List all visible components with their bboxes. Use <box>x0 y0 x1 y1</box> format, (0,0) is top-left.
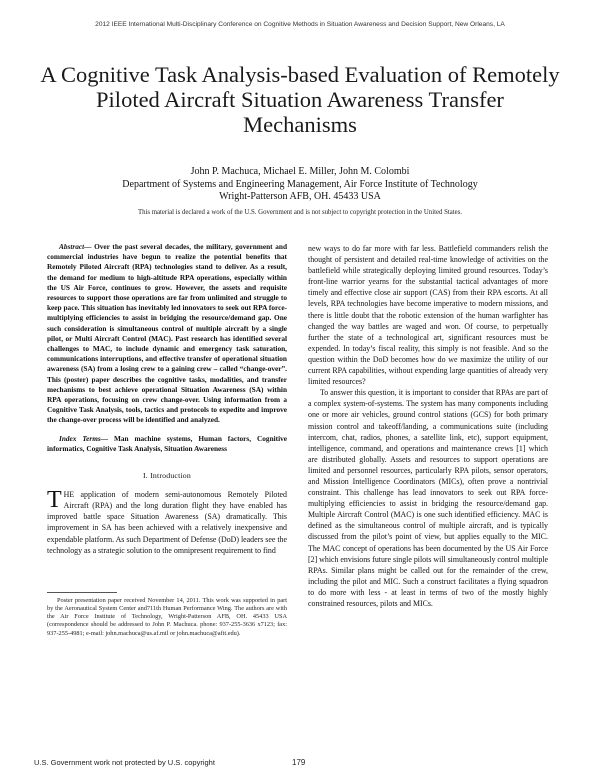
drop-cap: T <box>47 487 62 514</box>
body-paragraph-2: To answer this question, it is important to consider that RPAs are part of a complex system-of-systems. The system has many components including one or more air vehicles, ground control stations (GCS) for both primary mission control and takeoff/landing, a communications suite (including intercom, chat, radios, phones, a satellite link, etc), support equipment, intelligence, command, and operations and maintenance crews [1] which are distributed globally. Assets and resources to support operations are limited and personnel resources, particularly RPA pilots, sensor operators, and Mission Intelligence Coordinators (MICs), often prove a nontrivial constraint. This challenge has lead innovators to seek out RPA force-multiplying efficiencies to assist in bridging the resource/demand gap. Multiple Aircraft Control (MAC) is one such identified efficiency. MAC is defined as the simultaneous control of multiple aircraft, and is typically discussed from the pilot’s point of view, but applies equally to the MIC. The MAC concept of operations has been documented by the US Air Force [2] which envisions future single pilots will simultaneously control multiple RPAs. Similar plans might be called out for the remainder of the crew, including the pilot and MIC. Such a construct facilitates a flying squadron to do more with less - at least in terms of two of the mostly highly constrained resources, pilots and MICs. <box>308 388 548 608</box>
left-column <box>47 242 287 638</box>
abstract-text: — Over the past several decades, the military, government and commercial industries have begun to realize the potential benefits that Remotely Piloted Aircraft (RPA) technologies stand to deliver. As a result, the demand for medium to high-altitude RPA operations, especially within the US Air Force, continues to grow. However, the assets and requisite resources to support those operations are far from unlimited and struggle to keep pace. This situation has inevitably led innovators to seek out RPA force-multiplying efficiencies to assist in bridging the resource/demand gap. One such consideration is simultaneous control of multiple aircraft by a single pilot, or Multi Aircraft Control (MAC). Past research has identified several challenges to MAC, to include dynamic and emergency task saturation, communications interruptions, and effective transfer of operational situation awareness (SA) from a losing crew to a gaining crew – called “change-over”. This (poster) paper describes the cognitive tasks, modalities, and transfer mechanisms to best achieve operational Situation Awareness (SA) within RPA operations, focusing on crew change-over. Using information from a Cognitive Task Analysis, tools, tactics and protocols to expedite and improve the change-over process will be identified and analyzed. <box>47 242 287 425</box>
right-column <box>308 243 548 609</box>
body-paragraph-1: new ways to do far more with far less. Battlefield commanders relish the thought of persistent and detailed real-time knowledge of activities on the battlefield while strategically deploying limited ground resources. Today’s front-line warrior yearns for the substantial tactical advantages of more timely and effective close air support (CAS) from their RPA escorts. At all levels, RPA technologies have become imperative to modern missions, and there is little doubt that the robotic extension of the human warfighter has changed the way battles are waged and won. Of course, to perpetually further the state of a technological art, significant resources must be expended. In today’s fiscal reality, this simply is not feasible. And so the question within the DoD becomes how do we maximize the utility of our current RPA capabilities, without expending large quantities of already very limited resources? <box>308 244 548 387</box>
author-address: Wright-Patterson AFB, OH. 45433 USA <box>219 191 381 202</box>
author-block <box>0 166 600 204</box>
author-names: John P. Machuca, Michael E. Miller, John M. Colombi <box>190 166 410 177</box>
section-heading-introduction: I. Introduction <box>142 471 192 481</box>
intro-paragraph <box>47 489 287 556</box>
abstract <box>47 242 287 426</box>
page-number: 179 <box>292 758 306 767</box>
copyright-footer: U.S. Government work not protected by U.S. copyright <box>34 758 215 767</box>
index-terms-text: — Man machine systems, Human factors, Cognitive informatics, Cognitive Task Analysis, Situation Awareness <box>47 433 287 453</box>
footnote-divider <box>47 592 117 593</box>
conference-header: 2012 IEEE International Multi-Disciplinary Conference on Cognitive Methods in Situation Awareness and Decision Support, New Orleans, LA <box>95 21 505 28</box>
footnote: Poster presentation paper received November 14, 2011. This work was supported in part by the Aeronautical System Center and711th Human Performance Wing. The authors are with the Air Force Institute of Technology, Wright-Patterson AFB, OH. 45433 USA (correspondence should be addressed to John P. Machuca. phone: 937-255-3636 x7123; fax: 937-255-4981; e-mail: john.machuca@us.af.mil or john.machuca@afit.edu). <box>47 596 287 637</box>
abstract-label: Abstract <box>59 242 85 251</box>
author-affiliation: Department of Systems and Engineering Management, Air Force Institute of Technology <box>122 178 478 190</box>
index-terms-label: Index Terms <box>59 433 101 443</box>
index-terms <box>47 434 287 454</box>
intro-text: HE application of modern semi-autonomous Remotely Piloted Aircraft (RPA) and the long duration flight they have enabled has improved battle space Situation Awareness (SA) dramatically. This improvement in SA has been achieved with a relatively inexpensive and expendable platform. As such Department of Defense (DoD) leaders see the technology as a strategic solution to the omnipresent requirement to find <box>47 490 287 555</box>
paper-title: A Cognitive Task Analysis-based Evaluation of Remotely Piloted Aircraft Situation Awareness Transfer Mechanisms <box>40 62 560 137</box>
government-notice: This material is declared a work of the U.S. Government and is not subject to copyright protection in the United States. <box>137 209 463 216</box>
